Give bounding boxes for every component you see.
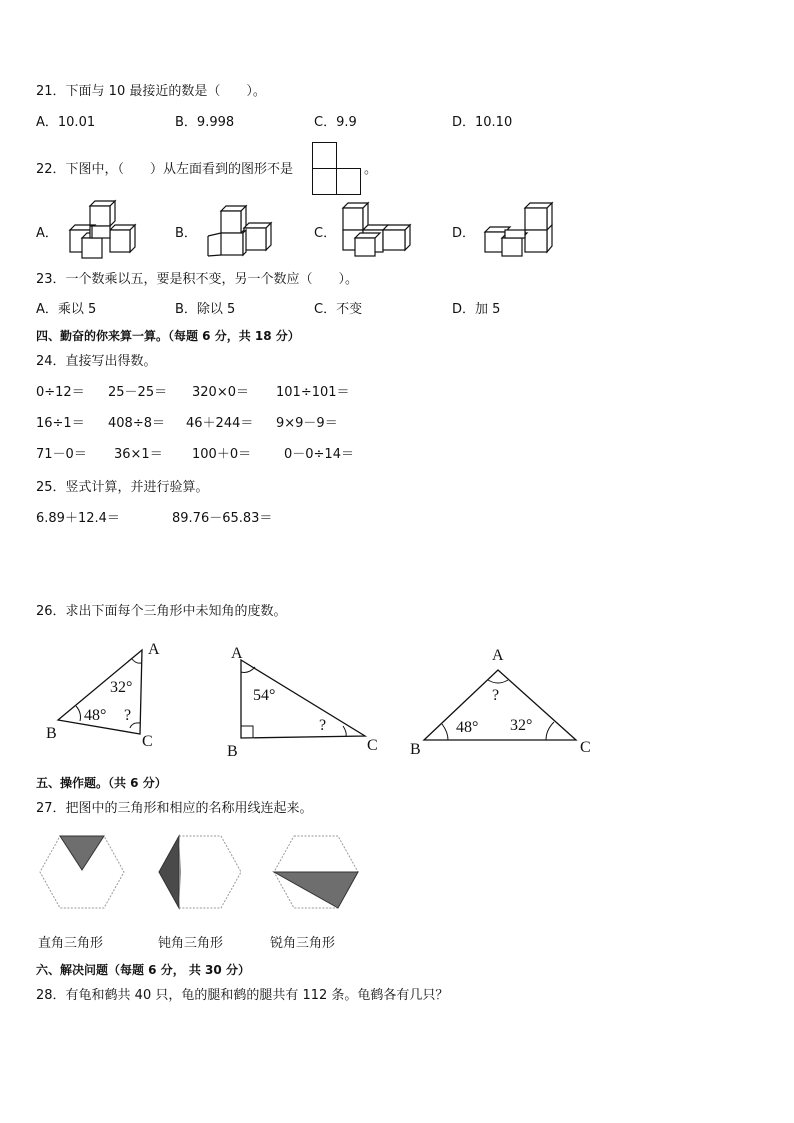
q27-stem: 27．把图中的三角形和相应的名称用线连起来。 xyxy=(36,801,313,816)
q23-option-b: B．除以 5 xyxy=(175,302,236,317)
tri1-angle-a: 32° xyxy=(110,679,133,696)
q23-option-d: D．加 5 xyxy=(452,302,501,317)
section4-title: 四、勤奋的你来算一算。（每题 6 分，共 18 分） xyxy=(36,329,300,343)
q24-expr: 101÷101＝ xyxy=(276,385,350,400)
q24-expr: 408÷8＝ xyxy=(108,416,165,431)
q21-option-a: A．10.01 xyxy=(36,115,96,130)
q25-item-2: 89.76－65.83＝ xyxy=(172,511,273,526)
tri3-angle-b: 48° xyxy=(456,719,479,736)
q27-name-right: 直角三角形 xyxy=(38,936,104,951)
q26-triangle-1-figure xyxy=(40,640,180,752)
q22-option-a: A． xyxy=(36,226,58,241)
q27-hexagon-2-figure xyxy=(155,834,245,912)
q22-stem: 22．下图中，（ ）从左面看到的图形不是 xyxy=(36,162,294,177)
tri2-angle-c: ? xyxy=(319,717,327,734)
q22-cubes-d-figure xyxy=(480,200,558,258)
section5-title: 五、操作题。（共 6 分） xyxy=(36,776,167,790)
q24-expr: 0÷12＝ xyxy=(36,385,85,400)
tri3-angle-a: ? xyxy=(492,687,500,704)
tri1-vertex-a: A xyxy=(148,641,160,658)
q22-option-b: B． xyxy=(175,226,197,241)
tri3-angle-c: 32° xyxy=(510,717,533,734)
q24-expr: 25－25＝ xyxy=(108,385,168,400)
q22-cubes-c-figure xyxy=(338,200,416,260)
q21-option-c: C．9.9 xyxy=(314,115,357,130)
q22-option-d: D． xyxy=(452,226,476,241)
q24-expr: 0－0÷14＝ xyxy=(284,447,354,462)
tri2-vertex-c: C xyxy=(367,737,378,754)
q27-name-obtuse: 钝角三角形 xyxy=(158,936,224,951)
q25-stem: 25．竖式计算，并进行验算。 xyxy=(36,480,209,495)
q22-stem-end: 。 xyxy=(364,162,378,177)
q26-triangle-3-figure xyxy=(408,642,603,760)
q22-option-c: C． xyxy=(314,226,337,241)
q22-target-view-figure xyxy=(312,142,362,196)
q23-stem: 23．一个数乘以五，要是积不变，另一个数应（ ）。 xyxy=(36,272,359,287)
tri3-vertex-b: B xyxy=(410,741,421,758)
q27-hexagon-1-figure xyxy=(38,834,128,912)
tri3-vertex-c: C xyxy=(580,739,591,756)
q27-hexagon-3-figure xyxy=(272,834,362,912)
q21-option-b: B．9.998 xyxy=(175,115,235,130)
tri1-angle-b: 48° xyxy=(84,707,107,724)
q24-stem: 24．直接写出得数。 xyxy=(36,354,157,369)
q24-expr: 36×1＝ xyxy=(114,447,163,462)
tri2-angle-a: 54° xyxy=(253,687,276,704)
q22-cubes-b-figure xyxy=(206,206,281,260)
q21-option-d: D．10.10 xyxy=(452,115,513,130)
q23-option-c: C．不变 xyxy=(314,302,363,317)
q28-stem: 28．有龟和鹤共 40 只，龟的腿和鹤的腿共有 112 条。龟鹤各有几只？ xyxy=(36,988,449,1003)
q24-expr: 16÷1＝ xyxy=(36,416,85,431)
q27-name-acute: 锐角三角形 xyxy=(270,936,336,951)
q24-expr: 71－0＝ xyxy=(36,447,87,462)
q23-option-a: A．乘以 5 xyxy=(36,302,97,317)
tri1-angle-c: ? xyxy=(124,707,132,724)
section6-title: 六、解决问题（每题 6 分， 共 30 分） xyxy=(36,963,250,977)
q25-item-1: 6.89＋12.4＝ xyxy=(36,511,120,526)
q24-expr: 46＋244＝ xyxy=(186,416,254,431)
tri3-vertex-a: A xyxy=(492,647,504,664)
q24-expr: 100＋0＝ xyxy=(192,447,252,462)
tri2-vertex-a: A xyxy=(231,645,243,662)
q21-stem: 21．下面与 10 最接近的数是（ ）。 xyxy=(36,84,266,99)
q22-cubes-a-figure xyxy=(66,204,141,260)
tri2-vertex-b: B xyxy=(227,743,238,760)
q24-expr: 9×9－9＝ xyxy=(276,416,338,431)
q26-stem: 26．求出下面每个三角形中未知角的度数。 xyxy=(36,604,287,619)
tri1-vertex-c: C xyxy=(142,733,153,750)
q24-expr: 320×0＝ xyxy=(192,385,249,400)
tri1-vertex-b: B xyxy=(46,725,57,742)
q26-triangle-2-figure xyxy=(225,640,390,760)
